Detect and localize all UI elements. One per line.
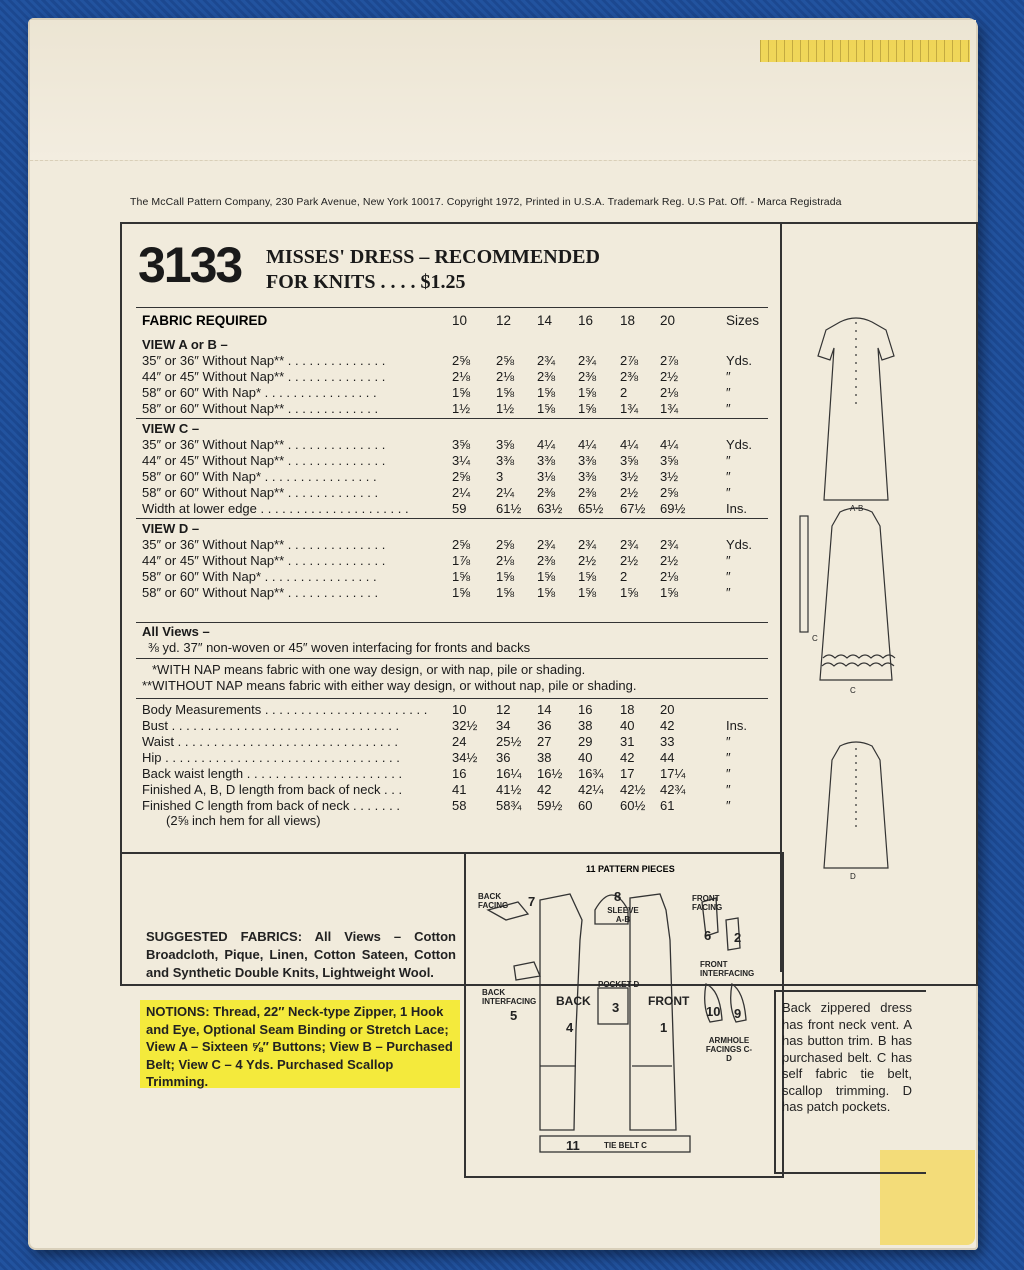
body-row-value: 27 bbox=[537, 734, 552, 749]
fabric-row-label: 58″ or 60″ Without Nap** . . . . . . . . . . . . . bbox=[142, 585, 379, 600]
back-facing-label: BACK FACING bbox=[478, 892, 509, 910]
fabric-row-value: 3½ bbox=[620, 469, 639, 484]
fabric-row-value: 3⅝ bbox=[452, 437, 471, 452]
fabric-row-value: 3⅛ bbox=[537, 469, 556, 484]
fabric-row-value: 1⅝ bbox=[578, 569, 597, 584]
body-size-header-16: 16 bbox=[578, 702, 593, 717]
fabric-row-value: 3⅜ bbox=[578, 469, 597, 484]
body-row-label: Hip . . . . . . . . . . . . . . . . . . . . . . . . . . . . . . . . . bbox=[142, 750, 400, 765]
fabric-row-value: 1¾ bbox=[660, 401, 679, 416]
fabric-row-unit: ″ bbox=[726, 369, 731, 384]
fabric-row-value: 65½ bbox=[578, 501, 604, 516]
front-number: 1 bbox=[660, 1020, 668, 1035]
body-row-unit: ″ bbox=[726, 750, 731, 765]
body-row-value: 34½ bbox=[452, 750, 478, 765]
size-header-12: 12 bbox=[496, 313, 512, 328]
fabric-row-value: 2⅛ bbox=[452, 369, 471, 384]
hem-note: (2⅝ inch hem for all views) bbox=[166, 813, 321, 828]
body-row-value: 41½ bbox=[496, 782, 522, 797]
fabric-row-value: 63½ bbox=[537, 501, 563, 516]
fabric-row-value: 2⅝ bbox=[452, 469, 471, 484]
body-row-value: 61 bbox=[660, 798, 675, 813]
fabric-row-value: 1⅝ bbox=[452, 569, 471, 584]
body-row-label: Back waist length . . . . . . . . . . . . . . . . . . . . . . bbox=[142, 766, 403, 781]
copyright-line: The McCall Pattern Company, 230 Park Avenue, New York 10017. Copyright 1972, Printed in U.S.A. Trademark Reg. U.S Pat. Off. - Marca Registrada bbox=[130, 196, 842, 208]
fabric-row-unit: ″ bbox=[726, 585, 731, 600]
fabric-row-value: 2⅛ bbox=[660, 385, 679, 400]
fabric-row-value: 2⅜ bbox=[620, 369, 639, 384]
body-size-header-14: 14 bbox=[537, 702, 552, 717]
divider-line bbox=[136, 698, 768, 699]
size-header-18: 18 bbox=[620, 313, 636, 328]
fabric-row-value: 2½ bbox=[660, 369, 679, 384]
body-row-value: 41 bbox=[452, 782, 467, 797]
fabric-row-value: 3 bbox=[496, 469, 504, 484]
front-facing-number-6: 6 bbox=[704, 928, 712, 943]
fabric-row-label: Width at lower edge . . . . . . . . . . . . . . . . . . . . . bbox=[142, 501, 409, 516]
armhole-number-10: 10 bbox=[706, 1004, 721, 1019]
fabric-row-value: 3⅜ bbox=[496, 453, 515, 468]
fabric-row-unit: ″ bbox=[726, 385, 731, 400]
body-row-value: 38 bbox=[537, 750, 552, 765]
fabric-row-label: 44″ or 45″ Without Nap** . . . . . . . . . . . . . . bbox=[142, 553, 386, 568]
fabric-row-value: 3⅜ bbox=[578, 453, 597, 468]
fabric-row-value: 2¾ bbox=[537, 353, 556, 368]
back-label: BACK bbox=[556, 994, 591, 1008]
fabric-row-value: 2½ bbox=[660, 553, 679, 568]
tie-belt-label: TIE BELT C bbox=[604, 1141, 647, 1150]
fabric-row-value: 69½ bbox=[660, 501, 686, 516]
fabric-row-value: 2 bbox=[620, 569, 628, 584]
fabric-row-value: 1½ bbox=[452, 401, 471, 416]
fabric-row-label: 44″ or 45″ Without Nap** . . . . . . . . . . . . . . bbox=[142, 369, 386, 384]
sketch-label-c-belt: C bbox=[812, 634, 818, 643]
fabric-row-value: 4¼ bbox=[620, 437, 639, 452]
fabric-row-value: 2⅛ bbox=[496, 369, 515, 384]
with-nap-note: *WITH NAP means fabric with one way design, or with nap, pile or shading. bbox=[152, 662, 586, 677]
size-header-16: 16 bbox=[578, 313, 594, 328]
fabric-row-value: 1⅝ bbox=[496, 585, 515, 600]
body-size-header-12: 12 bbox=[496, 702, 511, 717]
fabric-row-value: 2⅜ bbox=[578, 485, 597, 500]
fabric-row-label: 35″ or 36″ Without Nap** . . . . . . . . . . . . . . bbox=[142, 537, 386, 552]
fabric-row-value: 1⅝ bbox=[537, 569, 556, 584]
divider-line bbox=[136, 418, 768, 419]
sketch-label-d: D bbox=[850, 872, 856, 881]
fabric-row-unit: ″ bbox=[726, 469, 731, 484]
fabric-row-value: 2⅛ bbox=[660, 569, 679, 584]
body-row-unit: ″ bbox=[726, 766, 731, 781]
section-title: VIEW C – bbox=[142, 421, 200, 436]
fabric-row-value: 2¾ bbox=[660, 537, 679, 552]
body-row-value: 58¾ bbox=[496, 798, 522, 813]
body-row-value: 40 bbox=[620, 718, 635, 733]
fabric-row-value: 2⅝ bbox=[452, 537, 471, 552]
fabric-row-value: 4¼ bbox=[660, 437, 679, 452]
sleeve-label: SLEEVE A-B bbox=[607, 906, 639, 924]
fabric-row-label: 58″ or 60″ With Nap* . . . . . . . . . . . . . . . . bbox=[142, 385, 377, 400]
fabric-row-value: 3⅝ bbox=[620, 453, 639, 468]
pocket-label: POCKET D bbox=[598, 980, 640, 989]
fabric-row-value: 1⅝ bbox=[660, 585, 679, 600]
body-row-unit: ″ bbox=[726, 734, 731, 749]
front-interfacing-label: FRONT INTERFACING bbox=[700, 960, 755, 978]
body-row-value: 38 bbox=[578, 718, 593, 733]
body-row-value: 42¾ bbox=[660, 782, 686, 797]
back-number: 4 bbox=[566, 1020, 574, 1035]
body-row-value: 42 bbox=[537, 782, 552, 797]
fabric-row-label: 58″ or 60″ Without Nap** . . . . . . . . . . . . . bbox=[142, 485, 379, 500]
fabric-row-value: 2⅝ bbox=[660, 485, 679, 500]
fabric-row-value: 1¾ bbox=[620, 401, 639, 416]
divider-line bbox=[136, 307, 768, 308]
fabric-row-value: 1⅝ bbox=[452, 385, 471, 400]
body-row-value: 42 bbox=[660, 718, 675, 733]
fabric-row-value: 3⅜ bbox=[537, 453, 556, 468]
body-row-value: 44 bbox=[660, 750, 675, 765]
fabric-row-value: 3¼ bbox=[452, 453, 471, 468]
sketch-label-c: C bbox=[850, 686, 856, 695]
fabric-row-value: 3½ bbox=[660, 469, 679, 484]
fabric-row-unit: ″ bbox=[726, 553, 731, 568]
fabric-row-value: 1⅝ bbox=[452, 585, 471, 600]
fabric-row-value: 61½ bbox=[496, 501, 522, 516]
body-row-value: 42¼ bbox=[578, 782, 604, 797]
body-size-header-10: 10 bbox=[452, 702, 467, 717]
fabric-row-label: 35″ or 36″ Without Nap** . . . . . . . . . . . . . . bbox=[142, 353, 386, 368]
fabric-row-value: 2¼ bbox=[452, 485, 471, 500]
body-row-unit: ″ bbox=[726, 782, 731, 797]
fabric-row-unit: ″ bbox=[726, 401, 731, 416]
body-row-value: 42 bbox=[620, 750, 635, 765]
fabric-row-value: 2½ bbox=[578, 553, 597, 568]
fabric-row-unit: ″ bbox=[726, 485, 731, 500]
fabric-row-label: 35″ or 36″ Without Nap** . . . . . . . . . . . . . . bbox=[142, 437, 386, 452]
fabric-row-value: 1⅝ bbox=[537, 401, 556, 416]
fabric-row-value: 1⅝ bbox=[578, 385, 597, 400]
armhole-number-9: 9 bbox=[734, 1006, 742, 1021]
divider-line bbox=[136, 658, 768, 659]
body-size-header-18: 18 bbox=[620, 702, 635, 717]
front-facing-number-2: 2 bbox=[734, 930, 742, 945]
body-row-value: 34 bbox=[496, 718, 511, 733]
body-row-value: 16¾ bbox=[578, 766, 604, 781]
dress-sketches bbox=[796, 300, 916, 890]
fabric-row-unit: Ins. bbox=[726, 501, 747, 516]
body-row-value: 17¼ bbox=[660, 766, 686, 781]
back-interfacing-label: BACK INTERFACING bbox=[482, 988, 537, 1006]
fabric-row-label: 58″ or 60″ Without Nap** . . . . . . . . . . . . . bbox=[142, 401, 379, 416]
body-row-value: 17 bbox=[620, 766, 635, 781]
fabric-row-value: 2⅜ bbox=[537, 369, 556, 384]
fabric-row-value: 1⅝ bbox=[578, 401, 597, 416]
back-interfacing-number: 5 bbox=[510, 1008, 518, 1023]
body-row-value: 33 bbox=[660, 734, 675, 749]
fabric-row-value: 2 bbox=[620, 385, 628, 400]
size-header-20: 20 bbox=[660, 313, 676, 328]
fabric-row-unit: Yds. bbox=[726, 353, 753, 368]
front-facing-label: FRONT FACING bbox=[692, 894, 723, 912]
pattern-number: 3133 bbox=[138, 237, 242, 293]
pattern-pieces-title: 11 PATTERN PIECES bbox=[586, 864, 675, 874]
fabric-row-value: 1⅝ bbox=[620, 585, 639, 600]
fabric-row-value: 2¼ bbox=[496, 485, 515, 500]
body-row-value: 29 bbox=[578, 734, 593, 749]
fabric-row-value: 1½ bbox=[496, 401, 515, 416]
size-header-14: 14 bbox=[537, 313, 553, 328]
fabric-row-value: 2⅜ bbox=[537, 485, 556, 500]
fabric-row-value: 1⅝ bbox=[537, 385, 556, 400]
fabric-row-value: 2¾ bbox=[537, 537, 556, 552]
fabric-row-unit: ″ bbox=[726, 569, 731, 584]
back-facing-number: 7 bbox=[528, 894, 536, 909]
fabric-row-value: 3⅝ bbox=[496, 437, 515, 452]
pattern-title-line1: MISSES' DRESS – RECOMMENDED bbox=[266, 246, 600, 268]
suggested-fabrics: SUGGESTED FABRICS: All Views – Cotton Broadcloth, Pique, Linen, Cotton Sateen, Cotton and Synthetic Double Knits, Lightweight Wool. bbox=[146, 929, 456, 980]
armhole-facings-label: ARMHOLE FACINGS C-D bbox=[705, 1036, 753, 1063]
fabric-row-unit: Yds. bbox=[726, 537, 753, 552]
divider-line bbox=[136, 622, 768, 623]
section-title: VIEW A or B – bbox=[142, 337, 228, 352]
body-row-value: 32½ bbox=[452, 718, 478, 733]
fabric-row-value: 2¾ bbox=[578, 537, 597, 552]
notions-text: NOTIONS: Thread, 22″ Neck-type Zipper, 1 Hook and Eye, Optional Seam Binding or Stretch Lace; View A – Sixteen ⅝″ Buttons; View B – Purchased Belt; View C – 4 Yds. Purchased Scallop Trimming. bbox=[146, 1004, 453, 1089]
fabric-row-value: 2½ bbox=[620, 553, 639, 568]
fabric-row-value: 1⅝ bbox=[496, 569, 515, 584]
sizes-label: Sizes bbox=[726, 313, 760, 328]
body-row-value: 16½ bbox=[537, 766, 563, 781]
body-row-label: Bust . . . . . . . . . . . . . . . . . . . . . . . . . . . . . . . . bbox=[142, 718, 400, 733]
fabric-row-value: 4¼ bbox=[578, 437, 597, 452]
pattern-title-line2: FOR KNITS . . . . $1.25 bbox=[266, 271, 466, 293]
fabric-row-value: 67½ bbox=[620, 501, 646, 516]
body-row-value: 60 bbox=[578, 798, 593, 813]
body-row-value: 36 bbox=[496, 750, 511, 765]
fabric-row-value: 2⅞ bbox=[660, 353, 679, 368]
body-row-label: Finished A, B, D length from back of neck . . . bbox=[142, 782, 403, 797]
fabric-required-heading: FABRIC REQUIRED bbox=[142, 313, 268, 328]
fabric-row-label: 58″ or 60″ With Nap* . . . . . . . . . . . . . . . . bbox=[142, 469, 377, 484]
body-row-label: Waist . . . . . . . . . . . . . . . . . . . . . . . . . . . . . . . bbox=[142, 734, 398, 749]
body-row-unit: Ins. bbox=[726, 718, 747, 733]
body-measurements-header: Body Measurements . . . . . . . . . . . . . . . . . . . . . . . bbox=[142, 702, 428, 717]
body-row-value: 59½ bbox=[537, 798, 563, 813]
fabric-row-value: 2⅜ bbox=[578, 369, 597, 384]
fabric-row-value: 3⅝ bbox=[660, 453, 679, 468]
body-row-value: 40 bbox=[578, 750, 593, 765]
body-size-header-20: 20 bbox=[660, 702, 675, 717]
style-description: Back zippered dress has front neck vent. A has button trim. B has purchased belt. C has self fabric tie belt, scallop trimming. D has patch pockets. bbox=[782, 1000, 912, 1114]
fabric-row-unit: ″ bbox=[726, 453, 731, 468]
fabric-row-value: 2⅜ bbox=[537, 553, 556, 568]
fabric-row-unit: Yds. bbox=[726, 437, 753, 452]
body-row-value: 42½ bbox=[620, 782, 646, 797]
fabric-row-value: 59 bbox=[452, 501, 467, 516]
size-header-10: 10 bbox=[452, 313, 468, 328]
body-row-value: 25½ bbox=[496, 734, 522, 749]
measuring-tape-edge bbox=[760, 40, 970, 62]
fabric-row-value: 2⅛ bbox=[496, 553, 515, 568]
fabric-row-value: 2½ bbox=[620, 485, 639, 500]
body-row-value: 60½ bbox=[620, 798, 646, 813]
fabric-row-value: 2⅝ bbox=[496, 353, 515, 368]
body-row-value: 16¼ bbox=[496, 766, 522, 781]
fabric-row-value: 1⅝ bbox=[537, 585, 556, 600]
body-row-value: 36 bbox=[537, 718, 552, 733]
section-title: VIEW D – bbox=[142, 521, 200, 536]
fabric-row-value: 2⅝ bbox=[452, 353, 471, 368]
body-row-value: 24 bbox=[452, 734, 467, 749]
all-views-text: ⅜ yd. 37″ non-woven or 45″ woven interfacing for fronts and backs bbox=[148, 640, 531, 655]
fabric-row-value: 2⅞ bbox=[620, 353, 639, 368]
fabric-row-value: 1⅝ bbox=[496, 385, 515, 400]
body-row-label: Finished C length from back of neck . . . . . . . bbox=[142, 798, 400, 813]
front-label: FRONT bbox=[648, 994, 690, 1008]
fabric-row-value: 2¾ bbox=[578, 353, 597, 368]
fabric-row-value: 2⅝ bbox=[496, 537, 515, 552]
divider-line bbox=[136, 518, 768, 519]
fabric-row-label: 44″ or 45″ Without Nap** . . . . . . . . . . . . . . bbox=[142, 453, 386, 468]
sleeve-number: 8 bbox=[614, 889, 622, 904]
pocket-number: 3 bbox=[612, 1000, 620, 1015]
fabric-row-value: 4¼ bbox=[537, 437, 556, 452]
body-row-unit: ″ bbox=[726, 798, 731, 813]
tie-belt-number: 11 bbox=[566, 1138, 580, 1153]
body-row-value: 16 bbox=[452, 766, 467, 781]
without-nap-note: **WITHOUT NAP means fabric with either way design, or without nap, pile or shading. bbox=[142, 678, 637, 693]
fabric-row-label: 58″ or 60″ With Nap* . . . . . . . . . . . . . . . . bbox=[142, 569, 377, 584]
all-views-title: All Views – bbox=[142, 624, 210, 639]
body-row-value: 58 bbox=[452, 798, 467, 813]
fabric-row-value: 2¾ bbox=[620, 537, 639, 552]
sketch-label-ab: A-B bbox=[850, 504, 864, 513]
fabric-row-value: 1⅞ bbox=[452, 553, 471, 568]
body-row-value: 31 bbox=[620, 734, 635, 749]
fabric-row-value: 1⅝ bbox=[578, 585, 597, 600]
